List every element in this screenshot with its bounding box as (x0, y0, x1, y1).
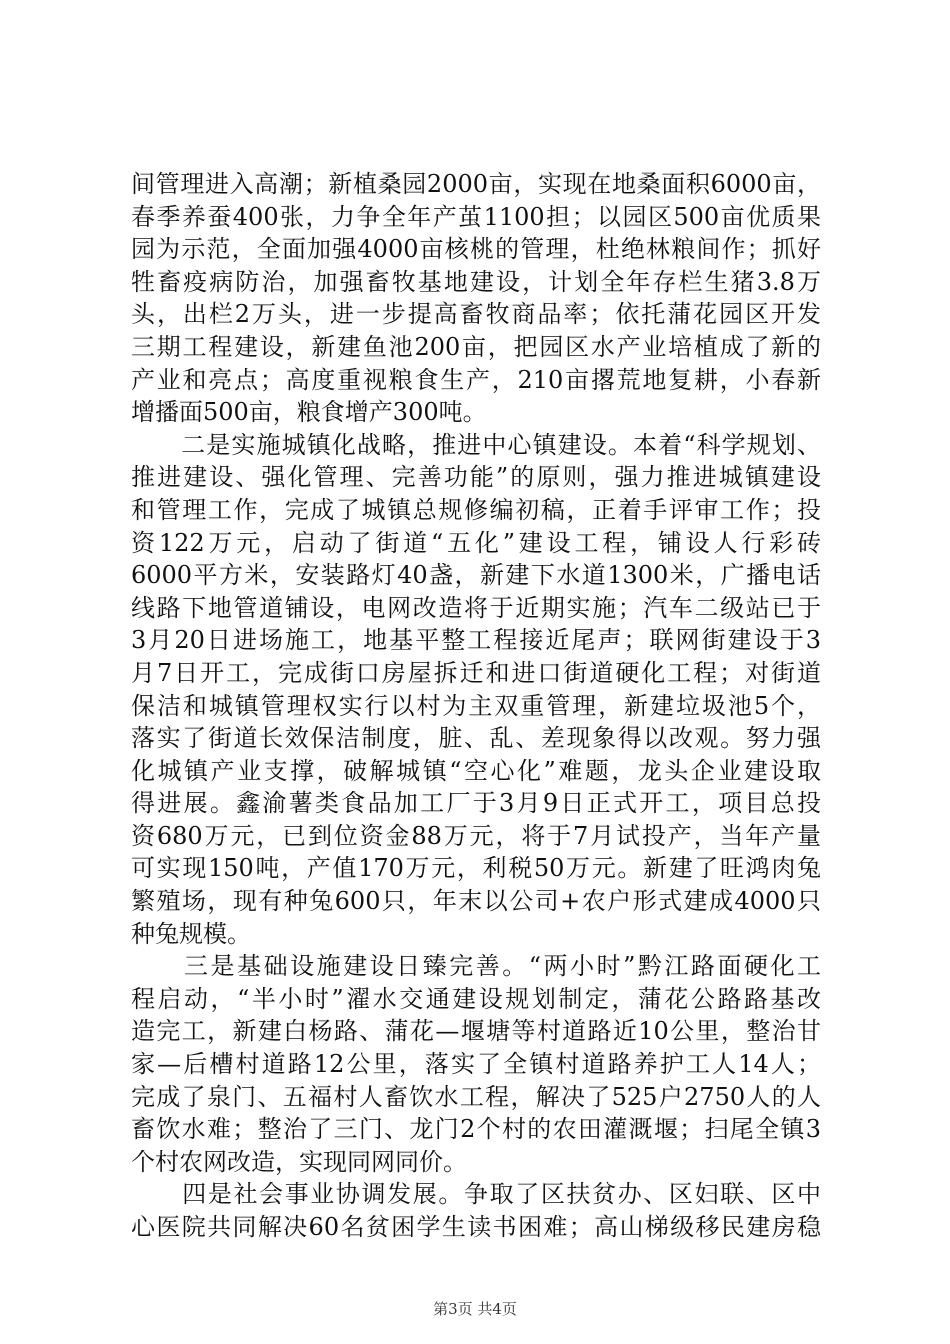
text-line: 春季养蚕400张，力争全年产茧1100担；以园区500亩优质果 (131, 202, 821, 231)
text-line: 程启动，“半小时”濯水交通建设规划制定，蒲花公路路基改 (131, 984, 821, 1013)
text-line: 头，出栏2万头，进一步提高畜牧商品率；依托蒲花园区开发 (131, 300, 821, 329)
text-line: 三期工程建设，新建鱼池200亩，把园区水产业培植成了新的 (131, 332, 821, 361)
text-line: 和管理工作，完成了城镇总规修编初稿，正着手评审工作；投 (131, 495, 821, 524)
text-line: 产业和亮点；高度重视粮食生产，210亩撂荒地复耕，小春新 (131, 365, 821, 394)
text-line: 可实现150吨，产值170万元，利税50万元。新建了旺鸿肉兔 (131, 854, 821, 883)
text-line: 资122万元，启动了街道“五化”建设工程，铺设人行彩砖 (131, 528, 821, 557)
text-line: 个村农网改造，实现同网同价。 (131, 1147, 467, 1176)
text-line: 间管理进入高潮；新植桑园2000亩，实现在地桑面积6000亩， (131, 170, 821, 198)
text-line: 造完工，新建白杨路、蒲花—堰塘等村道路近10公里，整治甘 (131, 1017, 821, 1046)
text-line: 化城镇产业支撑，破解城镇“空心化”难题，龙头企业建设取 (131, 756, 821, 785)
text-line: 完成了泉门、五福村人畜饮水工程，解决了525户2750人的人 (131, 1082, 821, 1111)
text-line: 三是基础设施建设日臻完善。“两小时”黔江路面硬化工 (131, 952, 821, 981)
text-line: 家—后槽村道路12公里，落实了全镇村道路养护工人14人； (131, 1050, 821, 1079)
text-line: 推进建设、强化管理、完善功能”的原则，强力推进城镇建设 (131, 463, 821, 492)
text-line: 二是实施城镇化战略，推进中心镇建设。本着“科学规划、 (131, 430, 821, 459)
text-line: 园为示范，全面加强4000亩核桃的管理，杜绝林粮间作；抓好 (131, 235, 821, 264)
text-line: 落实了街道长效保洁制度，脏、乱、差现象得以改观。努力强 (131, 724, 821, 753)
text-line: 3月20日进场施工，地基平整工程接近尾声；联网街建设于3 (131, 626, 821, 655)
text-line: 四是社会事业协调发展。争取了区扶贫办、区妇联、区中 (131, 1180, 821, 1209)
text-line: 资680万元，已到位资金88万元，将于7月试投产，当年产量 (131, 821, 821, 850)
text-line: 保洁和城镇管理权实行以村为主双重管理，新建垃圾池5个， (131, 691, 821, 720)
text-line: 得进展。鑫渝薯类食品加工厂于3月9日正式开工，项目总投 (131, 789, 821, 818)
text-line: 繁殖场，现有种兔600只，年末以公司+农户形式建成4000只 (131, 887, 821, 916)
text-line: 增播面500亩，粮食增产300吨。 (131, 398, 487, 427)
text-line: 牲畜疫病防治，加强畜牧基地建设，计划全年存栏生猪3.8万 (131, 267, 821, 296)
text-line: 月7日开工，完成街口房屋拆迁和进口街道硬化工程；对街道 (131, 658, 821, 687)
document-body (131, 168, 821, 1244)
text-line: 种兔规模。 (131, 919, 251, 948)
text-line: 6000平方米，安装路灯40盏，新建下水道1300米，广播电话 (131, 561, 821, 590)
text-line: 线路下地管道铺设，电网改造将于近期实施；汽车二级站已于 (131, 593, 821, 622)
text-line: 畜饮水难；整治了三门、龙门2个村的农田灌溉堰；扫尾全镇3 (131, 1115, 821, 1144)
page-footer: 第3页 共4页 (433, 1300, 517, 1318)
text-line: 心医院共同解决60名贫困学生读书困难；高山梯级移民建房稳 (131, 1213, 821, 1241)
